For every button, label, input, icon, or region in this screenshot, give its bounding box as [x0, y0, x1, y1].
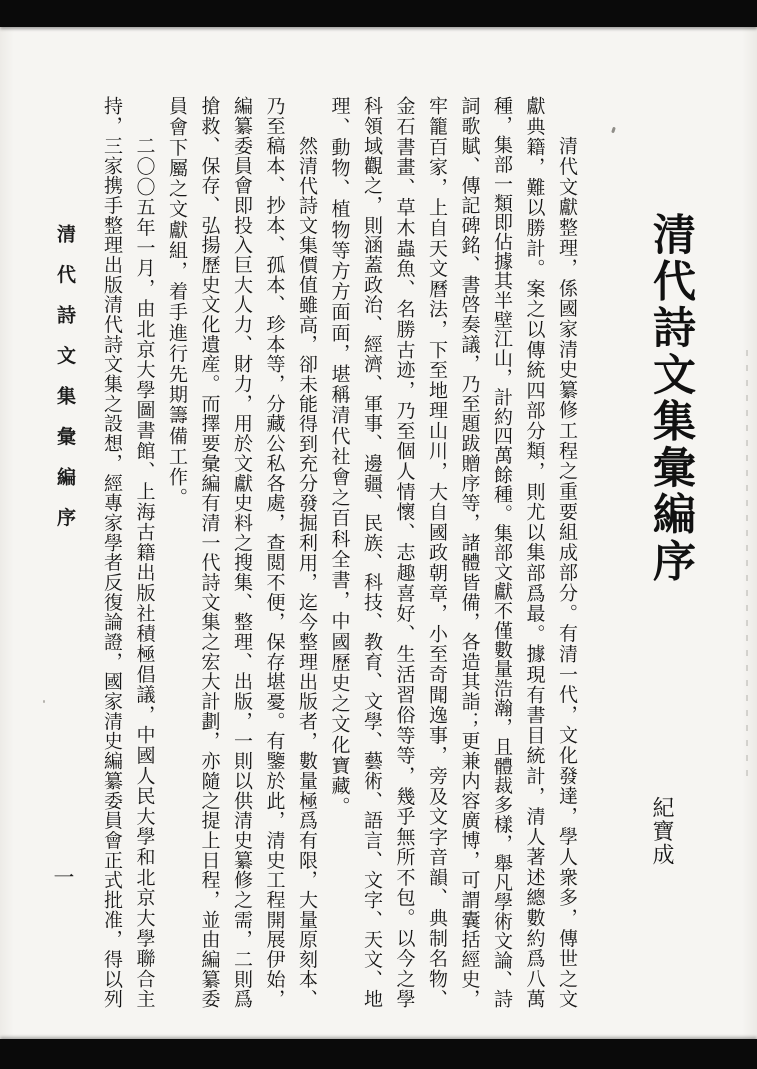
body-column: 金石書畫、草木蟲魚、名勝古迹，乃至個人情懷、志趣喜好、生活習俗等等，幾乎無所不包。以今之學 — [393, 96, 415, 1008]
body-column: 編纂委員會即投入巨大人力、財力，用於文獻史料之搜集、整理、出版，一則以供清史纂修之需，二則爲 — [231, 96, 252, 1008]
body-column: 種，集部一類即佔據其半壁江山，計約四萬餘種。集部文獻不僅數量浩瀚，且體裁多樣，舉凡學術文論、詩 — [491, 96, 512, 1008]
scan-artifact-speck — [611, 127, 616, 134]
body-column: 搶救、保存、弘揚歷史文化遺産。而擇要彙編有清一代詩文集之宏大計劃，亦隨之提上日程，並由編纂委 — [198, 96, 220, 1008]
body-column: 持，三家携手整理出版清代詩文集之設想，經專家學者反復論證，國家清史編纂委員會正式批准，得以列 — [101, 96, 122, 1008]
page-title: 清代詩文集彙編序 — [647, 212, 694, 584]
scan-artifact-speck — [43, 700, 45, 703]
page-number: 一 — [51, 866, 75, 887]
body-column: 科領域觀之，則涵蓋政治、經濟、軍事、邊疆、民族、科技、教育、文學、藝術、語言、文字、天文、地 — [361, 96, 382, 1008]
author-name: 紀寶成 — [650, 796, 675, 867]
margin-running-title: 清代詩文集彙編序 — [54, 224, 75, 548]
body-column: 牢籠百家，上自天文曆法，下至地理山川，大自國政朝章，小至奇聞逸事，旁及文字音韻、典制名物、 — [426, 96, 447, 1008]
body-column: 員會下屬之文獻組，着手進行先期籌備工作。 — [166, 96, 187, 508]
body-text — [94, 96, 582, 1008]
body-column: 清代文獻整理，係國家清史纂修工程之重要組成部分。有清一代，文化發達，學人衆多，傳世之文 — [556, 136, 577, 1008]
body-column: 詞歌賦、傳記碑銘、書啓奏議，乃至題跋贈序等，諸體皆備，各造其詣；更兼内容廣博，可謂囊括經史， — [458, 96, 480, 1008]
body-column: 然清代詩文集價值雖高，卻未能得到充分發掘利用，迄今整理出版者，數量極爲有限，大量原刻本、 — [296, 136, 317, 1008]
body-column: 理、動物、植物等方方面面，堪稱清代社會之百科全書，中國歷史之文化寶藏。 — [328, 96, 350, 817]
scan-artifact-top-bar — [0, 0, 757, 27]
body-column: 獻典籍，難以勝計。案之以傳統四部分類，則尤以集部爲最。據現有書目統計，清人著述總數約爲八萬 — [523, 96, 545, 1008]
scan-artifact-dotted-line — [746, 350, 748, 780]
scan-artifact-bottom-bar — [0, 1039, 757, 1069]
body-column: 乃至稿本、抄本、孤本、珍本等，分藏公私各處，查閲不便，保存堪憂。有鑒於此，清史工程開展伊始， — [263, 96, 285, 1008]
body-column: 二〇〇五年一月，由北京大學圖書館、上海古籍出版社積極倡議，中國人民大學和北京大學聯合主 — [133, 136, 155, 1008]
